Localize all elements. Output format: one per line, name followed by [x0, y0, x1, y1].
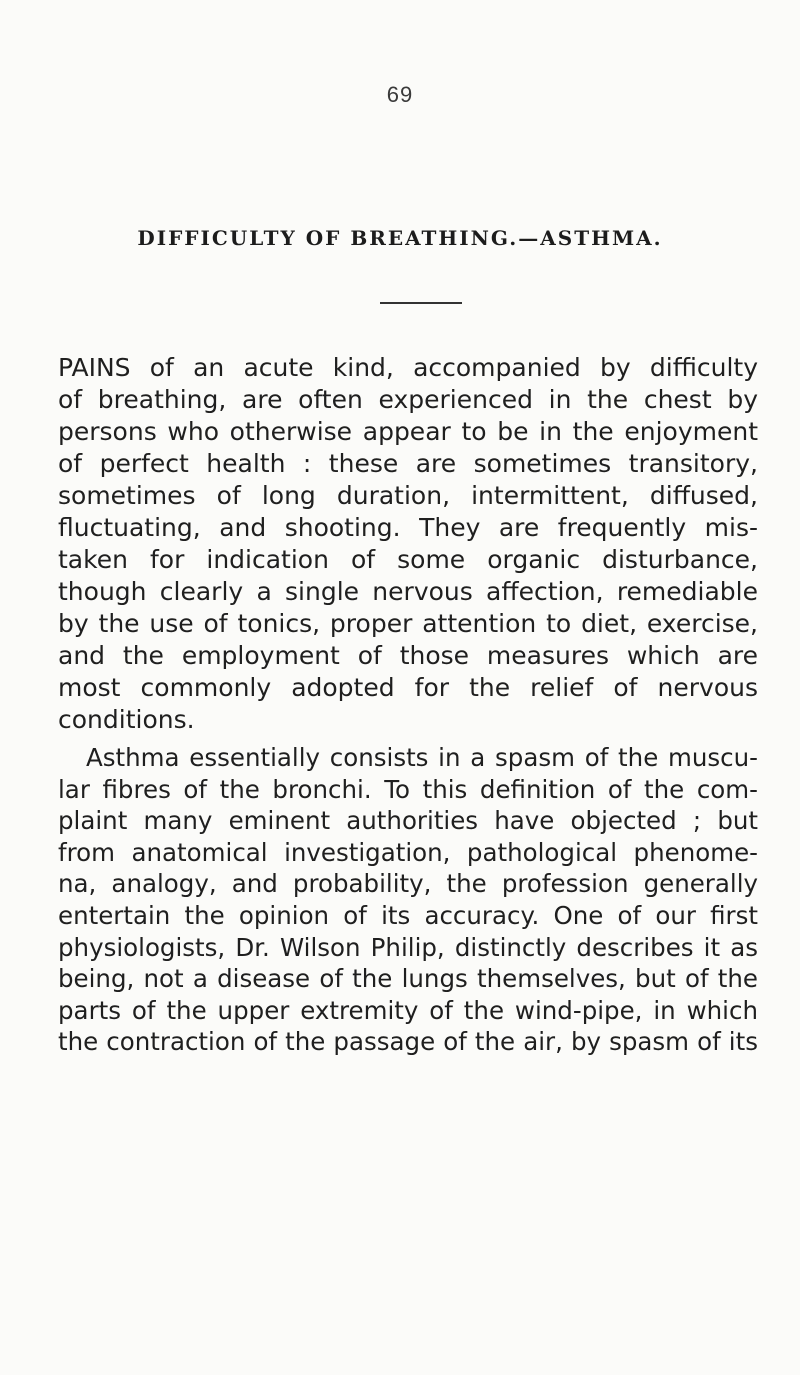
text-line: most commonly adopted for the relief of nervous [58, 673, 758, 702]
text-line: Asthma essentially consists in a spasm of the muscu- [86, 743, 758, 772]
text-line: na, analogy, and probability, the profession generally [58, 869, 758, 899]
text-line: though clearly a single nervous affection, remediable [58, 577, 758, 606]
text-line: of breathing, are often experienced in the chest by [58, 385, 758, 414]
text-line: fluctuating, and shooting. They are frequently mis- [58, 513, 758, 542]
text-line: physiologists, Dr. Wilson Philip, distinctly describes it as [58, 932, 758, 962]
chapter-title: DIFFICULTY OF BREATHING.—ASTHMA. [137, 226, 663, 250]
text-line: taken for indication of some organic disturbance, [58, 545, 758, 574]
paragraph-1 [58, 352, 758, 736]
text-line: and the employment of those measures which are [58, 641, 758, 670]
text-line: entertain the opinion of its accuracy. One of our first [58, 900, 758, 930]
paragraph-2 [58, 742, 758, 1058]
body-text [58, 352, 758, 1058]
text-line: sometimes of long duration, intermittent, diffused, [58, 481, 758, 510]
text-line: the contraction of the passage of the air, by spasm of its [58, 1027, 758, 1057]
text-line: conditions. [58, 705, 195, 734]
page-number: 69 [386, 82, 414, 107]
text-line: by the use of tonics, proper attention to diet, exercise, [58, 609, 758, 638]
text-line: parts of the upper extremity of the wind-pipe, in which [58, 995, 758, 1025]
text-line: persons who otherwise appear to be in the enjoyment [58, 417, 758, 446]
text-line: PAINS of an acute kind, accompanied by difficulty [58, 353, 758, 382]
text-line: being, not a disease of the lungs themselves, but of the [58, 964, 758, 994]
text-line: of perfect health : these are sometimes transitory, [58, 449, 758, 478]
text-line: plaint many eminent authorities have objected ; but [58, 806, 758, 836]
title-divider [380, 302, 462, 304]
text-line: lar fibres of the bronchi. To this definition of the com- [58, 774, 758, 804]
text-line: from anatomical investigation, pathological phenome- [58, 837, 758, 867]
